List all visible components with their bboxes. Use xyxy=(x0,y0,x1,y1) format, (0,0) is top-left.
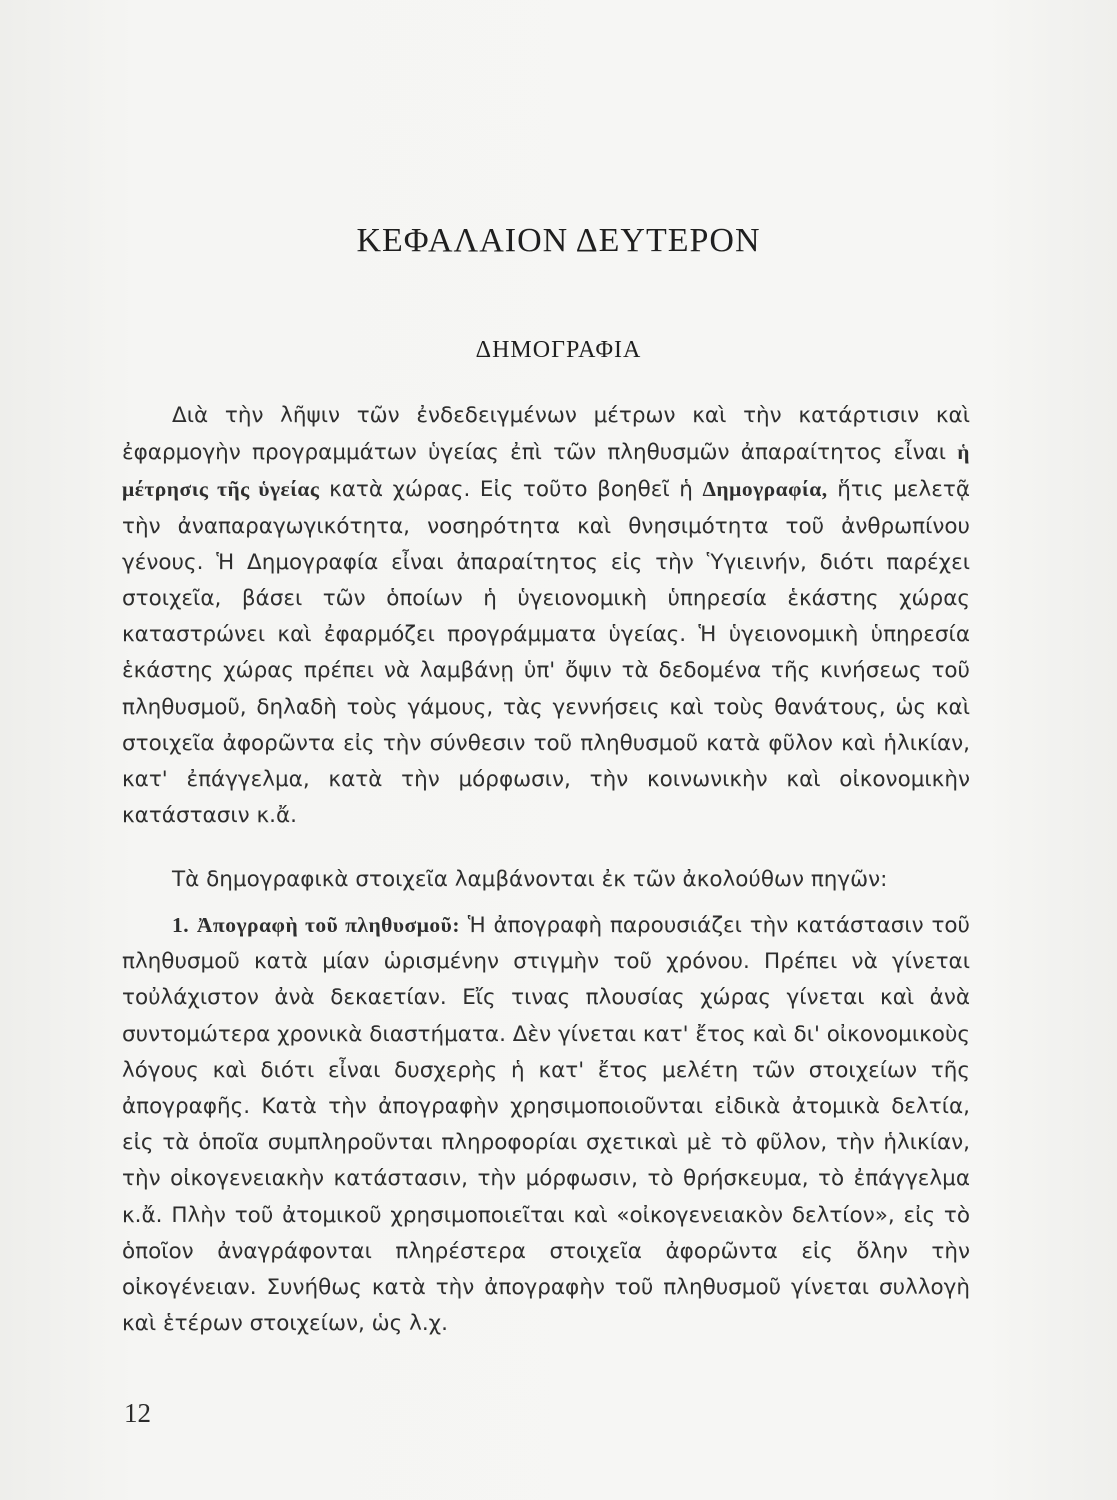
paragraph-sources-intro xyxy=(122,862,970,898)
paragraph-text: Διὰ τὴν λῆψιν τῶν ἐνδεδειγμένων μέτρων καὶ τὴν κατάρτισιν καὶ ἐφαρμογὴν προγραμμάτων ὑγείας ἐπὶ τῶν πληθυσμῶν ἀπαραίτητος εἶναι xyxy=(122,403,970,466)
chapter-title: ΚΕΦΑΛΑΙΟΝ ΔΕΥΤΕΡΟΝ xyxy=(356,222,761,259)
list-number: 1. xyxy=(172,913,190,937)
paragraph-demography-intro xyxy=(122,398,970,834)
census-heading: Ἀπογραφὴ τοῦ πληθυσμοῦ: xyxy=(196,913,460,937)
emphasis-health-measurement: ἡ μέτρησις τῆς ὑγείας xyxy=(122,440,970,502)
paragraph-text: Ἡ ἀπογραφὴ παρουσιάζει τὴν κατάστασιν τοῦ πληθυσμοῦ κατὰ μίαν ὡρισμένην στιγμὴν τοῦ χρόνου. Πρέπει νὰ γίνεται τοὐλάχιστον ἀνὰ δεκαετίαν. Εἴς τινας πλουσίας χώρας γίνεται καὶ ἀνὰ συντομώτερα χρονικὰ διαστήματα. Δὲν γίνεται κατ' ἔτος καὶ δι' οἰκονομικοὺς λόγους καὶ διότι εἶναι δυσχερὴς ἡ κατ' ἔτος μελέτη τῶν στοιχείων τῆς ἀπογραφῆς. Κατὰ τὴν ἀπογραφὴν χρησιμοποιοῦνται εἰδικὰ ἀτομικὰ δελτία, εἰς τὰ ὁποῖα συμπληροῦνται πληροφορίαι σχετικαὶ μὲ τὸ φῦλον, τὴν ἡλικίαν, τὴν οἰκογενειακὴν κατάστασιν, τὴν μόρφωσιν, τὸ θρήσκευμα, τὸ ἐπάγγελμα κ.ἄ. Πλὴν τοῦ ἀτομικοῦ χρησιμοποιεῖται καὶ «οἰκογενειακὸν δελτίον», εἰς τὸ ὁποῖον ἀναγράφονται πληρέστερα στοιχεῖα ἀφορῶντα εἰς ὅλην τὴν οἰκογένειαν. Συνήθως κατὰ τὴν ἀπογραφὴν τοῦ πληθυσμοῦ γίνεται συλλογὴ καὶ ἑτέρων στοιχείων, ὡς λ.χ. xyxy=(122,913,970,1337)
emphasis-demography: Δημογραφία, xyxy=(702,477,828,502)
paragraph-text: ἥτις μελετᾷ τὴν ἀναπαραγωγικότητα, νοσηρότητα καὶ θνησιμότητα τοῦ ἀνθρωπίνου γένους. Ἡ Δημογραφία εἶναι ἀπαραίτητος εἰς τὴν Ὑγιεινήν, διότι παρέχει στοιχεῖα, βάσει τῶν ὁποίων ἡ ὑγειονομικὴ ὑπηρεσία ἑκάστης χώρας καταστρώνει καὶ ἐφαρμόζει προγράμματα ὑγείας. Ἡ ὑγειονομικὴ ὑπηρεσία ἑκάστης χώρας πρέπει νὰ λαμβάνῃ ὑπ' ὄψιν τὰ δεδομένα τῆς κινήσεως τοῦ πληθυσμοῦ, δηλαδὴ τοὺς γάμους, τὰς γεννήσεις καὶ τοὺς θανάτους, ὡς καὶ στοιχεῖα ἀφορῶντα εἰς τὴν σύνθεσιν τοῦ πληθυσμοῦ κατὰ φῦλον καὶ ἡλικίαν, κατ' ἐπάγγελμα, κατὰ τὴν μόρφωσιν, τὴν κοινωνικὴν καὶ οἰκονομικὴν κατάστασιν κ.ἄ. xyxy=(122,477,970,829)
section-title: ΔΗΜΟΓΡΑΦΙΑ xyxy=(475,337,642,363)
page-number: 12 xyxy=(124,1398,151,1428)
paragraph-text: Τὰ δημογραφικὰ στοιχεῖα λαμβάνονται ἐκ τῶν ἀκολούθων πηγῶν: xyxy=(172,867,888,892)
paragraph-census xyxy=(122,907,970,1342)
paragraph-text: κατὰ χώρας. Εἰς τοῦτο βοηθεῖ ἡ xyxy=(329,477,693,503)
